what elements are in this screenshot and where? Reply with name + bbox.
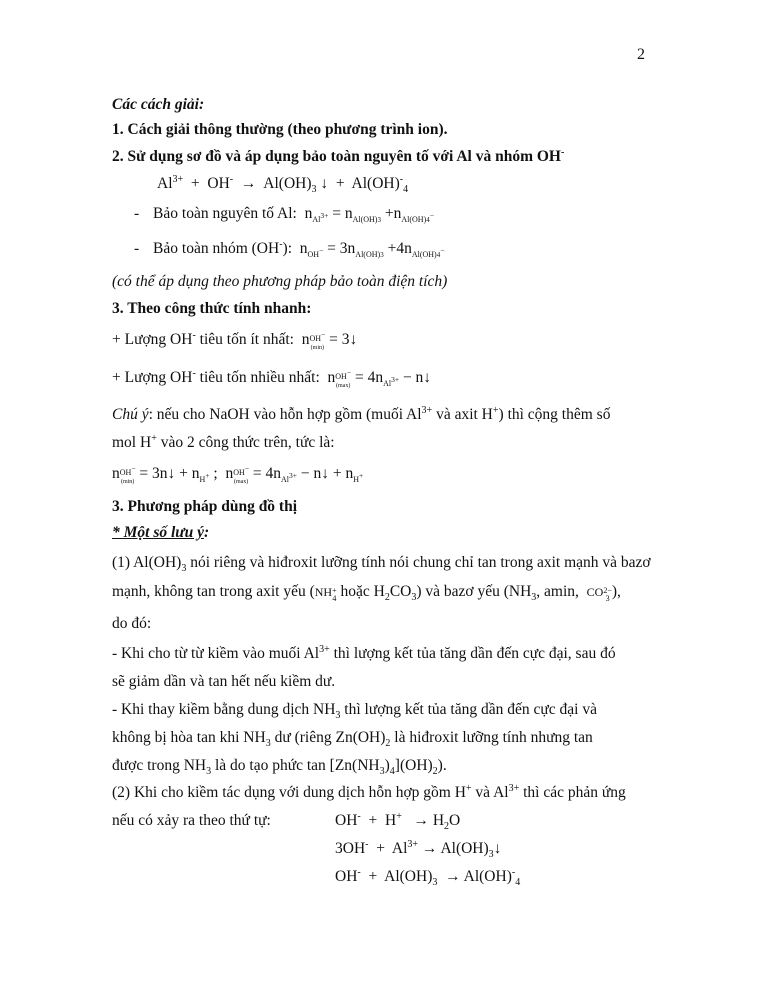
- oh-label-end: ):: [282, 240, 292, 257]
- r1-arrow: →: [413, 812, 429, 829]
- sub-aloh3: Al(OH): [355, 250, 381, 259]
- scheme-oh-charge: -: [229, 174, 234, 185]
- r1-h-charge: +: [396, 811, 402, 822]
- formula-2b: − n↓ + n: [300, 465, 354, 482]
- scheme-sub4: 4: [403, 184, 409, 195]
- scheme-plus: +: [190, 175, 200, 192]
- r2-arrow: →: [421, 840, 438, 857]
- r1-oh: OH: [335, 812, 358, 829]
- symbol-plus: +: [384, 205, 394, 222]
- r1-p: H: [432, 812, 445, 829]
- n1-l2-f: ),: [611, 583, 621, 600]
- frac-oh-charge: −: [244, 464, 250, 473]
- n1-l2-d: ) và bazơ yếu (NH: [416, 583, 532, 600]
- attention-line-2: [112, 433, 335, 453]
- symbol-n: n: [112, 465, 120, 482]
- b2-sub: 3: [335, 710, 341, 721]
- quick-min-formula: = 3↓: [329, 331, 358, 348]
- r3-b: Al(OH): [384, 868, 433, 885]
- b2-l2-b: dư (riêng Zn(OH): [274, 729, 386, 746]
- r3-b-sub: 3: [432, 877, 438, 888]
- frac-oh-charge: −: [346, 368, 352, 377]
- n1-l2-e: , amin,: [536, 583, 579, 600]
- method-3: 3. Theo công thức tính nhanh:: [112, 300, 312, 317]
- quick-min-text: + Lượng OH: [112, 331, 193, 348]
- attention-formula: [112, 464, 363, 486]
- formula-separator: ;: [213, 465, 218, 482]
- r1-plus: +: [368, 812, 378, 829]
- symbol-n: n: [304, 205, 313, 222]
- symbol-4n: 4n: [396, 240, 412, 257]
- quick-min: [112, 330, 357, 352]
- sub-h-charge: +: [205, 471, 210, 480]
- attention-label: Chú ý: [112, 406, 149, 423]
- r1-oh-charge: -: [357, 811, 361, 822]
- co3: CO: [586, 585, 604, 599]
- sub-oh-charge: −: [319, 246, 324, 255]
- symbol-n: n: [301, 331, 310, 348]
- notes-title-text: * Một số lưu ý: [112, 524, 204, 541]
- bullet-1-line-2: sẽ giảm dần và tan hết nếu kiềm dư.: [112, 673, 336, 690]
- sub-aloh3: Al(OH): [352, 215, 378, 224]
- nh3-sub: 3: [531, 592, 537, 603]
- co3-charge: 2−: [603, 586, 612, 595]
- attention-line-1: [112, 405, 650, 425]
- note-1-line-1: [112, 553, 650, 573]
- symbol-3n: 3n: [339, 240, 356, 257]
- n1-l2-b: hoặc H: [340, 583, 385, 600]
- frac-max-tag: (max): [233, 479, 249, 485]
- note-italic: (có thể áp dụng theo phương pháp bảo toàn điện tích): [112, 273, 448, 290]
- b2-l2-a: không bị hòa tan khi NH: [112, 729, 266, 746]
- scheme-plus-2: +: [335, 175, 345, 192]
- attention-text-c: ) thì cộng thêm số: [498, 406, 611, 423]
- sub-aloh4-charge: −: [440, 246, 445, 255]
- quick-min-charge: -: [192, 330, 196, 341]
- r2-oh-charge: -: [365, 839, 369, 850]
- attention-mol-h: mol H: [112, 434, 152, 451]
- scheme-oh: OH: [207, 175, 230, 192]
- frac-max-tag: (max): [336, 383, 351, 389]
- bullet-2-line-1: [112, 700, 597, 720]
- symbol-n: n: [344, 205, 353, 222]
- notes-title: [112, 523, 209, 543]
- sub-4: 4: [436, 251, 441, 259]
- symbol-n: n: [393, 205, 402, 222]
- symbol-n: n: [327, 369, 336, 386]
- b2-l3-sub2: 3: [379, 766, 385, 777]
- co3-sub: 3: [411, 592, 417, 603]
- al-conservation-label: Bảo toàn nguyên tố Al:: [153, 205, 297, 222]
- r3-oh-charge: -: [357, 867, 361, 878]
- b2-l3-sub3: 4: [389, 766, 395, 777]
- b2-l3-b: là do tạo phức tan [Zn(NH: [214, 757, 380, 774]
- b1-b: thì lượng kết tủa tăng dần đến cực đại, sau đó: [333, 645, 616, 662]
- attention-text-b: và axit H: [436, 406, 493, 423]
- notes-title-colon: :: [203, 524, 210, 541]
- scheme-aloh4: Al(OH): [351, 175, 400, 192]
- nh4-sub: 4: [332, 594, 337, 603]
- bullet-dash: -: [134, 205, 140, 222]
- al-conservation: [134, 204, 434, 224]
- sub-al: Al: [312, 215, 321, 224]
- frac-oh: OH: [119, 468, 132, 477]
- formula-1: = 3n↓ + n: [139, 465, 200, 482]
- note-1-line-2: [112, 582, 621, 603]
- sub-al-charge: 3+: [289, 471, 298, 480]
- heading-text: Các cách giải: [112, 96, 199, 113]
- bullet-2-line-3: [112, 756, 447, 776]
- attention-h-charge: +: [151, 433, 157, 444]
- frac-oh-charge: −: [131, 464, 136, 473]
- nh4: NH: [314, 585, 333, 599]
- r1-p2: O: [449, 812, 461, 829]
- quick-max-formula-b: − n↓: [402, 369, 432, 386]
- r2-p: Al(OH): [440, 840, 489, 857]
- b2-l2-c: là hiđroxit lưỡng tính nhưng tan: [394, 729, 593, 746]
- n2-b: và Al: [475, 784, 509, 801]
- r3-arrow: →: [445, 868, 461, 885]
- b2-l3-a: được trong NH: [112, 757, 207, 774]
- r3-oh: OH: [335, 868, 358, 885]
- n1-l2-c: CO: [389, 583, 412, 600]
- sub-al-charge: 3+: [391, 375, 400, 384]
- scheme-al: Al: [157, 175, 173, 192]
- r1-h: H: [384, 812, 397, 829]
- scheme-arrow: →: [240, 175, 257, 192]
- oh-conservation: [134, 239, 444, 259]
- r2-plus: +: [376, 840, 385, 857]
- r3-p-charge: -: [511, 867, 516, 878]
- n1-aloh: (1) Al(OH): [112, 554, 182, 571]
- note-2-line-2: nếu có xảy ra theo thứ tự:: [112, 812, 271, 829]
- attention-text-a: : nếu cho NaOH vào hỗn hợp gồm (muối Al: [148, 406, 422, 423]
- n2-a: (2) Khi cho kiềm tác dụng với dung dịch hỗn hợp gồm H: [112, 784, 466, 801]
- scheme-sub3: 3: [311, 184, 317, 195]
- frac-oh: OH: [309, 334, 322, 343]
- r3-p: Al(OH): [463, 868, 512, 885]
- b2-l3-sub: 3: [206, 766, 212, 777]
- scheme-equation: [157, 174, 408, 194]
- method-2: [112, 147, 564, 167]
- h2-sub: 2: [384, 592, 390, 603]
- sub-h: H: [353, 475, 360, 484]
- quick-max-formula-a: = 4n: [354, 369, 384, 386]
- note-2-line-1: [112, 783, 626, 803]
- r2-al: Al: [391, 840, 408, 857]
- b1-a: - Khi cho từ từ kiềm vào muối Al: [112, 645, 320, 662]
- b2-l2-sub: 3: [265, 738, 271, 749]
- sub-aloh4: Al(OH): [411, 250, 437, 259]
- bullet-1-line-1: [112, 644, 650, 664]
- b2-l3-sub4: 2: [432, 766, 438, 777]
- nh4-charge: +: [332, 586, 337, 595]
- quick-max: [112, 368, 431, 390]
- method-1: 1. Cách giải thông thường (theo phương trình ion).: [112, 121, 448, 138]
- b2-l3-e: ).: [437, 757, 447, 774]
- r3-plus: +: [368, 868, 378, 885]
- scheme-aloh3: Al(OH): [263, 175, 312, 192]
- sub-3: 3: [380, 251, 384, 259]
- sub-al: Al: [383, 379, 392, 388]
- sub-aloh4-charge: −: [429, 211, 434, 220]
- n2-al-charge: 3+: [508, 783, 520, 794]
- quick-max-text: + Lượng OH: [112, 369, 193, 386]
- b2-a: - Khi thay kiềm bằng dung dịch NH: [112, 701, 336, 718]
- sub-h-charge: +: [359, 471, 364, 480]
- symbol-plus: +: [387, 240, 397, 257]
- note-1-line-3: do đó:: [112, 615, 152, 632]
- co3-sub-2: 3: [605, 594, 610, 603]
- frac-min-tag: (min): [120, 479, 135, 485]
- sub-al: Al: [281, 475, 290, 484]
- sub-oh: OH: [307, 250, 320, 259]
- sub-3: 3: [377, 216, 381, 224]
- sub-aloh4: Al(OH): [401, 215, 427, 224]
- reaction-1: [335, 811, 460, 831]
- frac-min-tag: (min): [310, 345, 325, 351]
- symbol-n: n: [225, 465, 234, 482]
- b2-l3-d: ](OH): [394, 757, 433, 774]
- b2-l3-c: ): [384, 757, 390, 774]
- n1-text: nói riêng và hiđroxit lưỡng tính nói chung chỉ tan trong axit mạnh và bazơ: [190, 554, 651, 571]
- frac-oh-charge: −: [321, 330, 326, 339]
- scheme-aloh4-charge: -: [399, 174, 404, 185]
- r1-p-sub: 2: [444, 821, 450, 832]
- sub-al-charge: 3+: [320, 211, 329, 220]
- r3-p-sub: 4: [515, 877, 521, 888]
- attention-line-2-rest: vào 2 công thức trên, tức là:: [160, 434, 335, 451]
- sub-4: 4: [426, 216, 430, 224]
- b1-charge: 3+: [319, 644, 330, 655]
- page-number: 2: [637, 46, 645, 63]
- bullet-dash: -: [134, 240, 140, 257]
- r2-down: ↓: [493, 840, 502, 857]
- n1-sub3: 3: [181, 563, 187, 574]
- quick-min-rest: tiêu tốn ít nhất:: [199, 331, 294, 348]
- r2-oh: 3OH: [335, 840, 366, 857]
- frac-oh: OH: [233, 468, 245, 477]
- heading: Các cách giải:: [112, 96, 205, 113]
- symbol-eq: =: [332, 205, 341, 222]
- n2-c: thì các phản ứng: [523, 784, 626, 801]
- quick-max-charge: -: [192, 368, 196, 379]
- sub-h: H: [199, 475, 206, 484]
- formula-2a: = 4n: [252, 465, 282, 482]
- frac-oh: OH: [335, 372, 347, 381]
- method-2-text: 2. Sử dụng sơ đồ và áp dụng bảo toàn nguyên tố với Al và nhóm OH: [112, 148, 561, 165]
- n1-l2-a: mạnh, không tan trong axit yếu (: [112, 583, 315, 600]
- b2-b: thì lượng kết tủa tăng dần đến cực đại và: [344, 701, 597, 718]
- oh-conservation-label: Bảo toàn nhóm (OH: [153, 240, 280, 257]
- r2-al-charge: 3+: [407, 839, 419, 850]
- scheme-down-arrow: ↓: [320, 175, 329, 192]
- reaction-2: [335, 839, 501, 859]
- scheme-al-charge: 3+: [172, 174, 184, 185]
- method-2-sup: -: [560, 147, 565, 158]
- reaction-3: [335, 867, 520, 887]
- attention-al-charge: 3+: [421, 405, 433, 416]
- b2-l2-sub2: 2: [385, 738, 391, 749]
- oh-label-charge: -: [279, 239, 283, 250]
- symbol-n: n: [299, 240, 308, 257]
- bullet-2-line-2: [112, 728, 593, 748]
- method-4: 3. Phương pháp dùng đồ thị: [112, 498, 298, 515]
- r2-p-sub: 3: [488, 849, 494, 860]
- n2-h-charge: +: [465, 783, 472, 794]
- symbol-eq: =: [327, 240, 336, 257]
- quick-max-rest: tiêu tốn nhiều nhất:: [199, 369, 320, 386]
- attention-h-charge: +: [492, 405, 499, 416]
